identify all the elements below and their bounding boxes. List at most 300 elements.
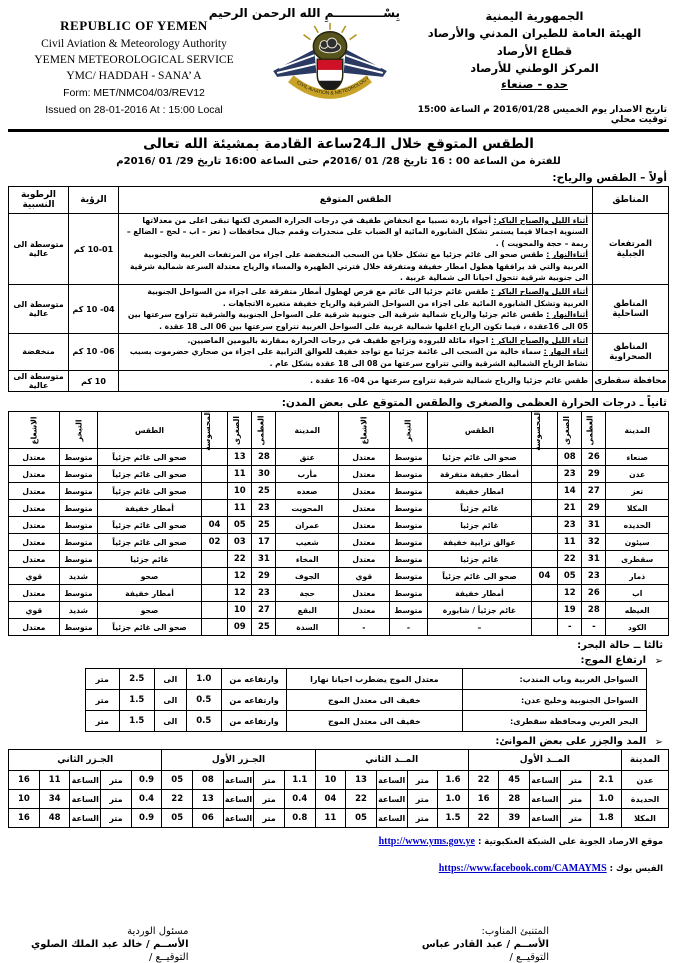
city-rad: معتدل (9, 483, 60, 500)
city-rad: - (339, 619, 390, 636)
city-rad: معتدل (9, 551, 60, 568)
tide-height: 1.0 (591, 790, 622, 809)
forecaster-name: الأســم / عبد القادر عباس (421, 939, 549, 951)
city-min: 12 (228, 568, 252, 585)
city-evap: متوسط (59, 449, 98, 466)
region-name: المرتفعات الجبلية (593, 214, 669, 285)
forecast-lead: اثناء النهار : (543, 347, 588, 357)
facebook-line (8, 863, 663, 874)
city-weather: أمطار خفيفة (428, 585, 532, 602)
shift-officer-signature-block (8, 926, 339, 963)
meter-label: متر (560, 809, 591, 828)
city-max: 30 (252, 466, 276, 483)
wave-from: 0.5 (186, 690, 222, 711)
city-min: 22 (228, 551, 252, 568)
website-label: موقع الارصاد الجوية على الشبكة العنكبوتية : (477, 837, 663, 848)
city-min: 21 (558, 500, 582, 517)
sea-state: خفيف الى معتدل الموج (286, 711, 462, 732)
city-feel (201, 466, 227, 483)
city-evap: متوسط (389, 568, 428, 585)
city-temp-row (9, 602, 669, 619)
city-city: الحديده (606, 517, 669, 534)
forecast-text: أثناء الليل والصباح الباكر : طقس غائم جزئيا الى غائم مع فرص لهطول أمطار متفرقة على اجزاء من السواحل الجنوبية الغربية وتشكل الشابورة المائية على اجزاء من السواحل الشرقية والرياح خفيفة متغيرة الاتجاهات . أثناءالنهار : طقس غائم جزئيا والرياح شمالية شرقية الى جنوبية شرقية على السواحل الجنوبية والشرقية تتراوح سرعتها بين 05 الى 16عقدة ، فيما تكون الرياح اغلبها شمالية غربية على السواحل الغربية تتراوح سرعتها بين 06 الى 18 عقدة . (119, 285, 593, 334)
temp-header-6: الاشعاع (339, 412, 390, 449)
website-link[interactable]: http://www.yms.gov.ye (378, 836, 475, 848)
hour-label: الساعة (530, 771, 561, 790)
city-rad: معتدل (339, 449, 390, 466)
hour-label: الساعة (223, 809, 254, 828)
city-evap: متوسط (389, 602, 428, 619)
city-feel (201, 449, 227, 466)
tide-hour: 05 (162, 809, 193, 828)
hour-label: الساعة (530, 790, 561, 809)
section2-label: ثانياً ـ درجات الحرارة العظمى والصغرى والطقس المتوقع على بعض المدن: (281, 397, 667, 410)
temp-header-3: المحسوسة (531, 412, 557, 449)
city-max: 23 (582, 568, 606, 585)
city-evap: متوسط (59, 466, 98, 483)
city-weather: أمطار خفيفة (98, 500, 202, 517)
city-city: صعده (276, 483, 339, 500)
tide-row (9, 790, 669, 809)
arrow-bullet-icon: ➢ (654, 737, 663, 749)
sea-state: خفيف الى معتدل الموج (286, 690, 462, 711)
form-number: Form: MET/NMC04/03/REV12 (63, 87, 205, 99)
header-divider (8, 129, 669, 132)
shift-officer-signature-line: التوقيــع / (148, 952, 189, 963)
city-temp-row (9, 585, 669, 602)
city-rad: معتدل (339, 500, 390, 517)
region-name: المناطق الساحلية (593, 285, 669, 334)
port-name: الحديدة (622, 790, 669, 809)
city-weather: غائم جزئيا (428, 517, 532, 534)
city-weather: غائم جزئياً / شابورة (428, 602, 532, 619)
tide-header-1: المــد الأول (468, 750, 621, 771)
humidity-value: منخفضة (9, 333, 69, 370)
wave-height-table (85, 668, 647, 732)
tide-hour: 16 (9, 771, 40, 790)
city-rad: معتدل (9, 619, 60, 636)
city-evap: متوسط (59, 551, 98, 568)
flag-shield-icon (317, 59, 342, 92)
weather-header-0: المناطق (593, 187, 669, 214)
visibility-value: 10 كم (69, 371, 119, 392)
humidity-value: متوسطة الى عالية (9, 371, 69, 392)
city-temperatures-header-row (9, 412, 669, 449)
city-evap: متوسط (389, 466, 428, 483)
city-feel (201, 551, 227, 568)
city-min: 11 (558, 534, 582, 551)
visibility-value: 06- 10 كم (69, 333, 119, 370)
city-weather: غائم جزئياً (428, 500, 532, 517)
tide-hour: 11 (315, 809, 346, 828)
tide-minute: 05 (346, 809, 377, 828)
wave-to: 2.5 (119, 669, 155, 690)
city-weather: صحو الى غائم جزئياً (98, 449, 202, 466)
city-city: شعيب (276, 534, 339, 551)
city-min: 13 (228, 449, 252, 466)
city-rad: معتدل (9, 534, 60, 551)
sea-state: معتدل الموج يضطرب احيانا نهارا (286, 669, 462, 690)
logo-banner-text: CIVIL AVIATION & METEOROLOGY (295, 76, 371, 97)
city-weather: غائم جزئيا (98, 551, 202, 568)
tide-height: 1.0 (438, 790, 469, 809)
authority-name-ar: الهيئة العامة للطيران المدني والأرصاد (427, 26, 642, 41)
city-max: 27 (252, 602, 276, 619)
city-min: 05 (228, 517, 252, 534)
weather-region-row (9, 371, 669, 392)
tide-height: 2.1 (591, 771, 622, 790)
city-max: 26 (582, 449, 606, 466)
city-feel (201, 585, 227, 602)
temp-header-5: التبخر (59, 412, 98, 449)
wave-from: 1.0 (186, 669, 222, 690)
forecast-lead: أثناءالنهار : (546, 310, 588, 320)
forecast-lead: أثناء الليل والصباح الباكر : (491, 287, 588, 297)
city-evap: شديد (59, 602, 98, 619)
hour-label: الساعة (223, 771, 254, 790)
bismillah-calligraphy: بِسْــــــــــــمِ الله الرحمن الرحيم (208, 6, 400, 20)
city-max: 28 (582, 602, 606, 619)
city-evap: شديد (59, 568, 98, 585)
city-temperatures-table (8, 411, 669, 636)
forecast-text: طقس غائم جزئيا والرياح شمالية شرقية تتراوح سرعتها من 04- 16 عقدة . (119, 371, 593, 392)
facebook-link[interactable]: https://www.facebook.com/CAMAYMS (438, 863, 607, 875)
city-min: 08 (558, 449, 582, 466)
tide-hour: 05 (162, 771, 193, 790)
city-feel: 02 (201, 534, 227, 551)
city-max: 29 (582, 466, 606, 483)
to-label: الى (155, 690, 186, 711)
city-evap: متوسط (59, 483, 98, 500)
arrow-bullet-icon: ➢ (654, 656, 663, 668)
port-name: عدن (622, 771, 669, 790)
tide-minute: 28 (499, 790, 530, 809)
city-feel (201, 602, 227, 619)
city-temp-row (9, 466, 669, 483)
city-feel (201, 500, 227, 517)
city-max: 17 (252, 534, 276, 551)
city-city: عدن (606, 466, 669, 483)
tide-minute: 13 (346, 771, 377, 790)
meter-label: متر (254, 790, 285, 809)
city-evap: متوسط (389, 483, 428, 500)
city-weather: صحو الى غائم جزئيا (428, 449, 532, 466)
city-evap: متوسط (389, 585, 428, 602)
wave-row (86, 690, 647, 711)
city-rad: معتدل (339, 466, 390, 483)
city-city: المحويت (276, 500, 339, 517)
temp-header-2: الصغرى (558, 412, 582, 449)
meter-label: متر (101, 809, 132, 828)
city-temp-row (9, 517, 669, 534)
section1-label: أولاً – الطقس والرياح: (552, 172, 667, 184)
tide-header-4: الجـزر الثاني (9, 750, 162, 771)
tide-minute: 45 (499, 771, 530, 790)
tide-hour: 22 (468, 771, 499, 790)
tide-table (8, 749, 669, 828)
city-temp-row (9, 500, 669, 517)
city-rad: معتدل (339, 551, 390, 568)
tide-hour: 10 (315, 771, 346, 790)
wave-height-label: ارتفاع الموج: (580, 655, 647, 667)
wave-to: 1.5 (119, 690, 155, 711)
city-city: عمران (276, 517, 339, 534)
tide-minute: 34 (39, 790, 70, 809)
city-feel (201, 619, 227, 636)
tide-height: 0.8 (284, 809, 315, 828)
sector-name-ar: قطاع الأرصاد (496, 43, 573, 58)
city-city: حجة (276, 585, 339, 602)
rise-label: وارتفاعه من (222, 669, 287, 690)
city-max: 25 (252, 619, 276, 636)
city-feel (531, 517, 557, 534)
city-max: - (582, 619, 606, 636)
city-temp-row (9, 619, 669, 636)
tide-minute: 11 (39, 771, 70, 790)
tide-line (8, 736, 663, 747)
hour-label: الساعة (530, 809, 561, 828)
city-weather: صحو الى غائم جزئياً (98, 517, 202, 534)
city-city: عتق (276, 449, 339, 466)
wave-from: 0.5 (186, 711, 222, 732)
hour-label: الساعة (70, 790, 101, 809)
city-rad: قوي (9, 602, 60, 619)
city-min: - (558, 619, 582, 636)
city-feel: 04 (201, 517, 227, 534)
city-rad: معتدل (339, 585, 390, 602)
wave-to: 1.5 (119, 711, 155, 732)
visibility-value: 04- 10 كم (69, 285, 119, 334)
city-weather: أمطار خفيفة (98, 585, 202, 602)
city-min: 23 (558, 466, 582, 483)
port-name: المكلا (622, 809, 669, 828)
city-weather: – (428, 619, 532, 636)
forecaster-signature-block (339, 926, 670, 963)
tide-header-3: الجـزر الأول (162, 750, 315, 771)
tide-hour: 22 (162, 790, 193, 809)
city-temp-row (9, 483, 669, 500)
temp-header-4: الطقس (428, 412, 532, 449)
temp-header-0: المدينة (276, 412, 339, 449)
temp-header-0: المدينة (606, 412, 669, 449)
forecast-text: أثناء الليل والصباح الباكر: أجواء باردة نسبيا مع انخفاض طفيف في درجات الحرارة الصغرى لكنها تبقى اعلى من معدلاتها السنوية اجمالا فيما يستمر تشكل الشابورة المائية او الضباب على منحدرات وقمم جبال محافظات ( تعز – اب – لحج – الضالع – ريمة – حجة والمحويت ) . أثناءالنهار : طقس صحو الى غائم جزئيا مع تشكل خلايا من السحب المنخفضة على اجزاء من المرتفعات الغربية والجنوبية الغربية والتي قد يرافقها هطول امطار خفيفة ومتفرقة خلال فترتي الظهيرة والمساء والرياح معتدلة السرعة شمالية شرقية الى جنوبية شرقية تتحول احيانا الى شمالية غربية . (119, 214, 593, 285)
tide-minute: 22 (346, 790, 377, 809)
rise-label: وارتفاعه من (222, 690, 287, 711)
city-min: 09 (228, 619, 252, 636)
humidity-value: متوسطة الى عالية (9, 214, 69, 285)
city-evap: متوسط (59, 534, 98, 551)
city-weather: صحو (98, 602, 202, 619)
temp-header-4: الطقس (98, 412, 202, 449)
tide-row (9, 809, 669, 828)
city-weather: غائم جزئيا (428, 551, 532, 568)
city-weather: صحو الى غائم جزئياً (98, 619, 202, 636)
wave-row (86, 669, 647, 690)
city-weather: صحو الى غائم جزئياً (428, 568, 532, 585)
city-city: سيئون (606, 534, 669, 551)
meter-label: متر (407, 809, 438, 828)
forecast-period: للفترة من الساعة 00 : 16 تاريخ 28/ 01 /2016م حتى الساعة 16:00 تاريخ 29/ 01 /2016م (116, 156, 561, 167)
city-rad: معتدل (9, 585, 60, 602)
city-weather: أمطار خفيفة متفرقة (428, 466, 532, 483)
city-city: الغيظه (606, 602, 669, 619)
temp-header-1: العظمى (252, 412, 276, 449)
tide-header-row (9, 750, 669, 771)
header (8, 4, 669, 125)
city-feel (531, 483, 557, 500)
city-temp-row (9, 568, 669, 585)
hour-label: الساعة (70, 809, 101, 828)
center-name-ar: المركز الوطني للأرصاد (470, 60, 599, 75)
city-min: 12 (558, 585, 582, 602)
tide-height: 0.4 (131, 790, 162, 809)
city-city: صنعاء (606, 449, 669, 466)
country-name-en: REPUBLIC OF YEMEN (60, 18, 208, 33)
station-name-en: YMC/ HADDAH - SANA’ A (66, 70, 202, 82)
city-max: 25 (252, 483, 276, 500)
hour-label: الساعة (223, 790, 254, 809)
city-city: اب (606, 585, 669, 602)
shift-officer-name: الأســم / خالد عبد الملك الصلوي (31, 939, 189, 951)
rise-label: وارتفاعه من (222, 711, 287, 732)
city-rad: قوي (9, 568, 60, 585)
hour-label: الساعة (376, 771, 407, 790)
bulletin-title: الطقس المتوقع خلال الـ24ساعة القادمة بمشيئة الله تعالى (143, 136, 534, 152)
tide-hour: 16 (9, 809, 40, 828)
location-ar: حده - صنعاء (501, 77, 568, 91)
hour-label: الساعة (376, 790, 407, 809)
forecaster-title: المتنبئ المناوب: (481, 926, 549, 938)
city-evap: متوسط (59, 500, 98, 517)
service-name-en: YEMEN METEOROLOGICAL SERVICE (34, 54, 234, 66)
weather-header-1: الطقس المتوقع (119, 187, 593, 214)
to-label: الى (155, 711, 186, 732)
city-max: 26 (582, 585, 606, 602)
city-min: 19 (558, 602, 582, 619)
city-min: 22 (558, 551, 582, 568)
tide-minute: 08 (193, 771, 224, 790)
city-rad: قوي (339, 568, 390, 585)
city-rad: معتدل (9, 466, 60, 483)
section3-label-line (8, 640, 663, 651)
weather-region-row (9, 285, 669, 334)
city-max: 31 (582, 551, 606, 568)
city-city: ذمار (606, 568, 669, 585)
city-max: 28 (252, 449, 276, 466)
tide-height: 1.1 (284, 771, 315, 790)
city-city: المكلا (606, 500, 669, 517)
weather-header-2: الرؤية (69, 187, 119, 214)
city-evap: متوسط (389, 500, 428, 517)
region-name: المناطق الصحراوية (593, 333, 669, 370)
city-evap: متوسط (389, 534, 428, 551)
city-rad: معتدل (339, 517, 390, 534)
shift-officer-title: مسئول الوردية (127, 926, 189, 938)
city-evap: متوسط (389, 551, 428, 568)
meter-label: متر (560, 771, 591, 790)
city-weather: صحو الى غائم جزئياً (98, 466, 202, 483)
meter-label: متر (407, 790, 438, 809)
city-evap: - (389, 619, 428, 636)
temp-header-5: التبخر (389, 412, 428, 449)
country-name-ar: الجمهورية اليمنية (485, 9, 584, 23)
meter-label: متر (101, 771, 132, 790)
tide-height: 1.8 (591, 809, 622, 828)
weather-wind-header-row (9, 187, 669, 214)
city-feel (531, 602, 557, 619)
city-rad: معتدل (339, 483, 390, 500)
temp-header-1: العظمى (582, 412, 606, 449)
facebook-label: الفيس بوك : (609, 864, 663, 875)
city-min: 11 (228, 500, 252, 517)
tide-hour: 16 (468, 790, 499, 809)
header-arabic-block (400, 4, 669, 125)
tide-minute: 39 (499, 809, 530, 828)
tide-height: 1.5 (438, 809, 469, 828)
visibility-value: 10-01 كم (69, 214, 119, 285)
city-min: 03 (228, 534, 252, 551)
city-min: 23 (558, 517, 582, 534)
city-rad: معتدل (9, 449, 60, 466)
city-feel: 04 (531, 568, 557, 585)
meter-label: متر (86, 690, 120, 711)
city-min: 10 (228, 602, 252, 619)
city-city: الجوف (276, 568, 339, 585)
city-weather: امطار خفيفة (428, 483, 532, 500)
region-name: محافظة سقطرى (593, 371, 669, 392)
city-city: المخاء (276, 551, 339, 568)
hour-label: الساعة (70, 771, 101, 790)
city-temp-row (9, 551, 669, 568)
city-weather: عوالق ترابية خفيفة (428, 534, 532, 551)
city-rad: معتدل (9, 500, 60, 517)
forecast-lead: اثناء الليل والصباح الباكر : (491, 335, 588, 345)
city-max: 31 (582, 517, 606, 534)
city-feel (201, 483, 227, 500)
issued-line-en: Issued on 28-01-2016 At : 15:00 Local (45, 104, 223, 116)
tide-height: 0.9 (131, 809, 162, 828)
city-max: 31 (252, 551, 276, 568)
city-max: 32 (582, 534, 606, 551)
city-feel (531, 500, 557, 517)
sea-area: السواحل الغربية وباب المندب: (462, 669, 646, 690)
tide-height: 0.4 (284, 790, 315, 809)
city-max: 23 (252, 585, 276, 602)
city-weather: صحو الى غائم جزئياً (98, 483, 202, 500)
meter-label: متر (86, 669, 120, 690)
city-min: 10 (228, 483, 252, 500)
agency-logo (271, 20, 389, 116)
city-rad: معتدل (9, 517, 60, 534)
weather-wind-table (8, 186, 669, 392)
header-center-block (208, 4, 400, 120)
forecast-text: اثناء الليل والصباح الباكر : اجواء مائلة للبرودة وتراجع طفيف في درجات الحرارة بمقارنة باليومين الماضيين. اثناء النهار : سماء خالية من السحب الى غائمة جزئيا مع تواجد خفيف للعوالق الترابية على اجزاء من صحاري حضرموت بسبب نشاط الرياح الشمالية الشرقية والتي تتراوح سرعتها من 08 الى 18 عقدة بشكل عام . (119, 333, 593, 370)
city-temp-row (9, 534, 669, 551)
tide-height: 0.9 (131, 771, 162, 790)
city-temp-row (9, 449, 669, 466)
hour-label: الساعة (376, 809, 407, 828)
tide-height: 1.6 (438, 771, 469, 790)
meter-label: متر (407, 771, 438, 790)
city-city: سقطرى (606, 551, 669, 568)
wave-height-line (8, 655, 663, 666)
city-weather: صحو الى غائم جزئياً (98, 534, 202, 551)
tide-minute: 48 (39, 809, 70, 828)
city-feel (531, 551, 557, 568)
city-evap: متوسط (59, 517, 98, 534)
city-city: تعز (606, 483, 669, 500)
city-feel (531, 449, 557, 466)
